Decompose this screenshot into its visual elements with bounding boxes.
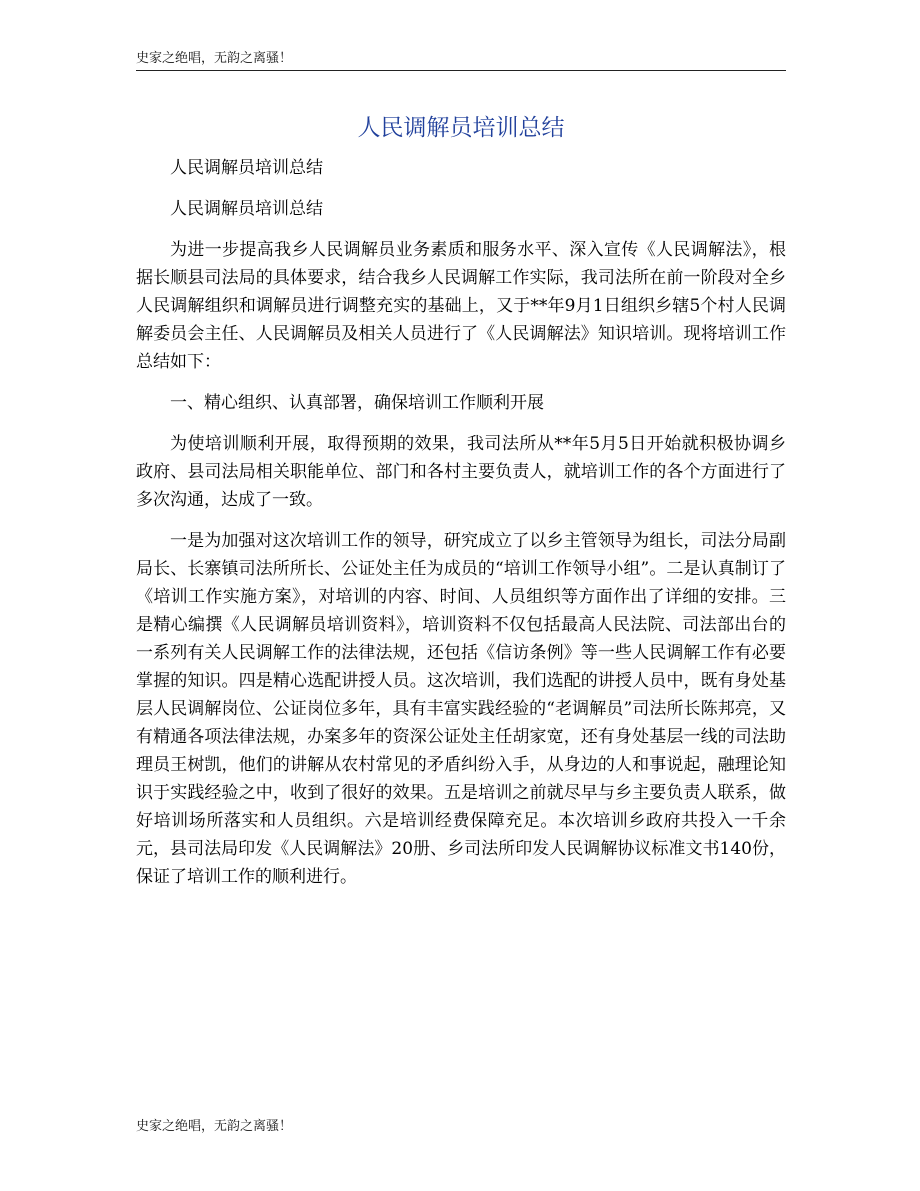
document-title: 人民调解员培训总结 [357, 115, 565, 141]
body-paragraph-1: 为使培训顺利开展，取得预期的效果，我司法所从**年5月5日开始就积极协调乡政府、县司法局相关职能单位、部门和各村主要负责人，就培训工作的各个方面进行了多次沟通，达成了一致。 [136, 434, 786, 510]
body-paragraph-2: 一是为加强对这次培训工作的领导，研究成立了以乡主管领导为组长，司法分局副局长、长寨镇司法所所长、公证处主任为成员的“培训工作领导小组”。二是认真制订了《培训工作实施方案》，对培训的内容、时间、人员组织等方面作出了详细的安排。三是精心编撰《人民调解员培训资料》，培训资料不仅包括最高人民法院、司法部出台的一系列有关人民调解工作的法律法规，还包括《信访条例》等一些人民调解工作有必要掌握的知识。四是精心选配讲授人员。这次培训，我们选配的讲授人员中，既有身处基层人民调解岗位、公证岗位多年，具有丰富实践经验的“老调解员”司法所长陈邦亮，又有精通各项法律法规，办案多年的资深公证处主任胡家宽，还有身处基层一线的司法助理员王树凯，他们的讲解从农村常见的矛盾纠纷入手，从身边的人和事说起，融理论知识于实践经验之中，收到了很好的效果。五是培训之前就尽早与乡主要负责人联系，做好培训场所落实和人员组织。六是培训经费保障充足。本次培训乡政府共投入一千余元，县司法局印发《人民调解法》20册、乡司法所印发人民调解协议标准文书140份，保证了培训工作的顺利进行。 [136, 531, 786, 887]
subtitle-line-2: 人民调解员培训总结 [170, 199, 323, 219]
header-divider [136, 70, 786, 71]
section-heading-1: 一、精心组织、认真部署，确保培训工作顺利开展 [170, 393, 544, 413]
document-body [136, 154, 786, 904]
page-footer-text: 史家之绝唱，无韵之离骚！ [136, 1119, 293, 1134]
subtitle-line-1: 人民调解员培训总结 [170, 158, 323, 178]
intro-paragraph: 为进一步提高我乡人民调解员业务素质和服务水平、深入宣传《人民调解法》，根据长顺县司法局的具体要求，结合我乡人民调解工作实际，我司法所在前一阶段对全乡人民调解组织和调解员进行调整充实的基础上，又于**年9月1日组织乡辖5个村人民调解委员会主任、人民调解员及相关人员进行了《人民调解法》知识培训。现将培训工作总结如下： [136, 240, 786, 372]
page-header-text: 史家之绝唱，无韵之离骚！ [136, 51, 293, 66]
